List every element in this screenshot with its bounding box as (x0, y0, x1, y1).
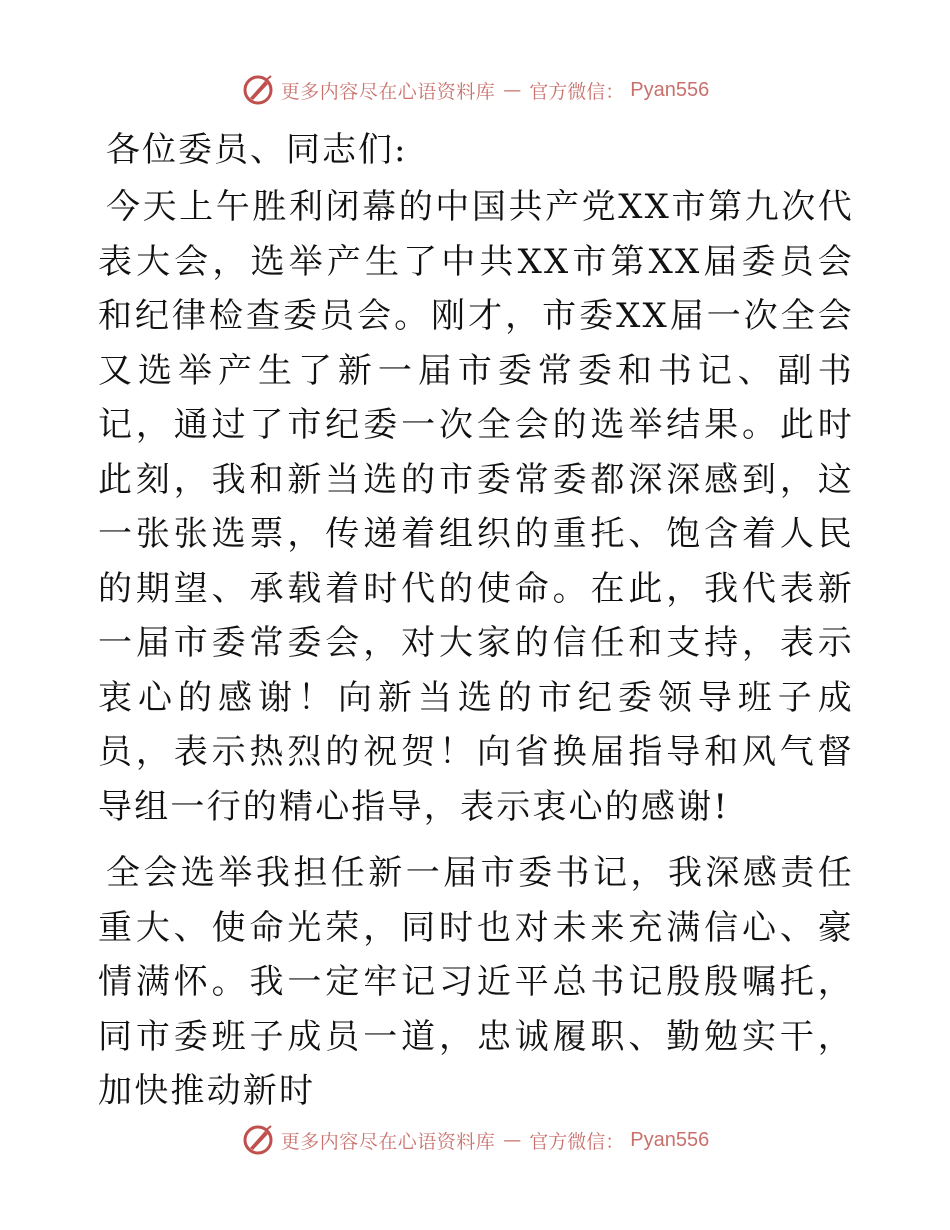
paragraph: 全会选举我担任新一届市委书记，我深感责任重大、使命光荣，同时也对未来充满信心、豪情满怀。我一定牢记习近平总书记殷殷嘱托，同市委班子成员一道，忠诚履职、勤勉实干，加快推动新时 (98, 853, 854, 1111)
watermark-text: 更多内容尽在心语资料库 (280, 80, 496, 103)
watermark-label: 官方微信： (529, 1130, 625, 1153)
watermark-label: 官方微信： (529, 80, 625, 103)
watermark-wechat-id: Pyan556 (630, 1128, 710, 1151)
watermark-separator: — (503, 1129, 522, 1151)
watermark-separator: — (503, 79, 522, 101)
greeting-line: 各位委员、同志们: (106, 130, 408, 170)
document-body (98, 124, 854, 1131)
paragraph: 今天上午胜利闭幕的中国共产党XX市第九次代表大会，选举产生了中共XX市第XX届委员会和纪律检查委员会。刚才，市委XX届一次全会又选举产生了新一届市委常委和书记、副书记，通过了市纪委一次全会的选举结果。此时此刻，我和新当选的市委常委都深深感到，这一张张选票，传递着组织的重托、饱含着人民的期望、承载着时代的使命。在此，我代表新一届市委常委会，对大家的信任和支持，表示衷心的感谢！向新当选的市纪委领导班子成员，表示热烈的祝贺！向省换届指导和风气督导组一行的精心指导，表示衷心的感谢! (98, 187, 854, 827)
quill-pen-logo-icon (241, 1123, 275, 1157)
watermark-text: 更多内容尽在心语资料库 (280, 1130, 496, 1153)
quill-pen-logo-icon (241, 73, 275, 107)
header-watermark (0, 70, 950, 110)
watermark-wechat-id: Pyan556 (630, 78, 710, 101)
footer-watermark (0, 1120, 950, 1160)
